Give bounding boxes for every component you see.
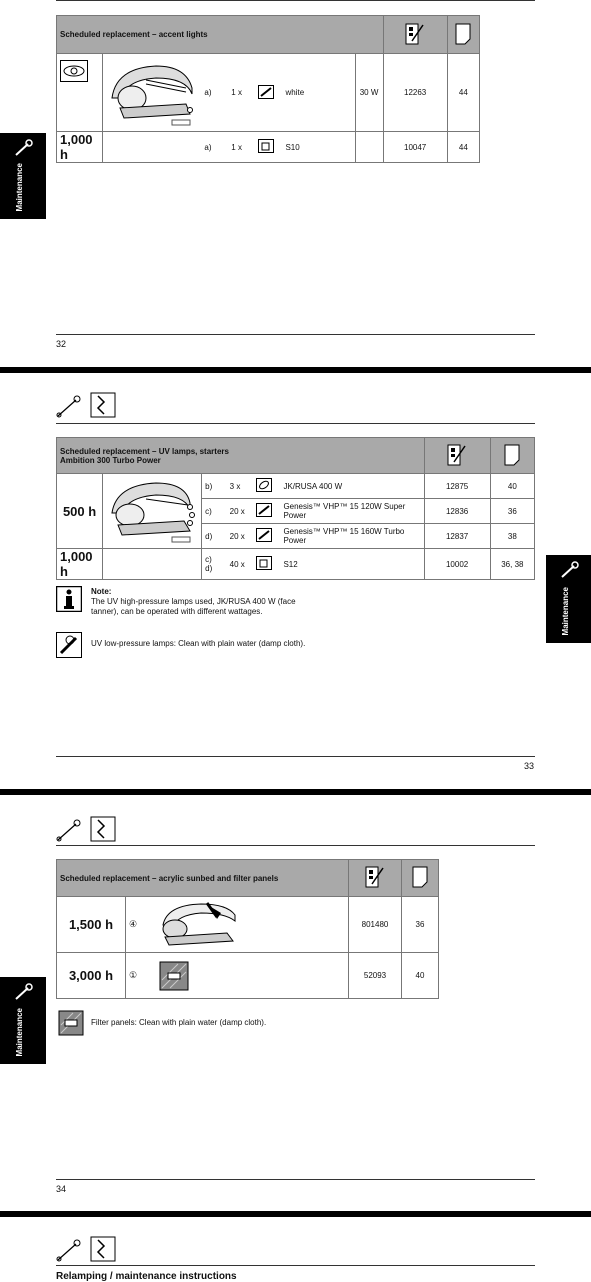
- page-ref: 36: [490, 499, 534, 524]
- eye-icon: [60, 60, 88, 82]
- interval-hours: 1,000 h: [57, 132, 103, 163]
- qty-label: 20 x: [227, 524, 253, 549]
- filter-panel-icon: [58, 1010, 84, 1041]
- wrench-icon: [560, 561, 580, 579]
- wrench-icon: [56, 1238, 82, 1262]
- page-number: 32: [56, 339, 67, 349]
- parts-list-icon: [383, 16, 447, 54]
- position-marker: ①: [129, 970, 138, 980]
- header-icons: [56, 392, 116, 423]
- qty-label: 40 x: [227, 549, 253, 580]
- qty-label: 1 x: [228, 54, 255, 132]
- note-block: [91, 587, 296, 617]
- page-ref-icon: [447, 16, 479, 54]
- acrylic-panels-table: [56, 859, 439, 999]
- clean-instruction: Filter panels: Clean with plain water (damp cloth).: [91, 1018, 267, 1027]
- footer-rule: [56, 756, 535, 757]
- note-text: tanner), can be operated with different wattages.: [91, 607, 263, 616]
- interval-hours: 1,500 h: [57, 897, 126, 953]
- page-ref: 36: [402, 897, 439, 953]
- item-label: JK/RUSA 400 W: [280, 474, 424, 499]
- clean-instruction: UV low-pressure lamps: Clean with plain water (damp cloth).: [91, 639, 306, 648]
- replace-icon: [90, 1236, 116, 1262]
- top-rule: [56, 0, 535, 1]
- wrench-icon: [14, 139, 34, 157]
- item-label: Genesis™ VHP™ 15 160W Turbo Power: [280, 524, 424, 549]
- acrylic-sunbed-illustration: [157, 901, 243, 949]
- part-number: 12263: [383, 54, 447, 132]
- filter-image-cell: [126, 953, 349, 999]
- qty-label: 1 x: [228, 132, 255, 163]
- interval-hours: 3,000 h: [57, 953, 126, 999]
- qty-label: 20 x: [227, 499, 253, 524]
- lamp-clean-icon: [56, 632, 82, 663]
- lp-lamp-icon: [253, 524, 280, 549]
- parts-list-icon: [424, 438, 490, 474]
- wattage-label: 30 W: [355, 54, 383, 132]
- page-ref-icon: [402, 860, 439, 897]
- starter-icon: [253, 549, 280, 580]
- header-rule: [56, 845, 535, 846]
- note-title: Note:: [91, 587, 112, 596]
- part-number: 801480: [349, 897, 402, 953]
- ref-label: c) d): [202, 549, 227, 580]
- sunbed-image-cell: [103, 474, 202, 549]
- starter-icon: [255, 132, 283, 163]
- part-number: 12837: [424, 524, 490, 549]
- page-ref: 38: [490, 524, 534, 549]
- replace-icon: [90, 392, 116, 418]
- note-text: The UV high-pressure lamps used, JK/RUSA 400 W (face: [91, 597, 296, 606]
- table-title: Scheduled replacement – accent lights: [57, 16, 384, 54]
- section-heading: Relamping / maintenance instructions: [56, 1271, 237, 1282]
- page-number: 33: [524, 761, 535, 771]
- page-ref: 40: [490, 474, 534, 499]
- maintenance-tab: [0, 133, 46, 219]
- ref-label: d): [202, 524, 227, 549]
- page-ref: 40: [402, 953, 439, 999]
- item-label: white: [282, 54, 355, 132]
- accent-lights-table: [56, 15, 480, 163]
- header-icons: [56, 816, 116, 847]
- header-icons: [56, 1236, 116, 1267]
- acrylic-image-cell: [126, 897, 349, 953]
- wrench-icon: [56, 818, 82, 842]
- qty-label: 3 x: [227, 474, 253, 499]
- tab-label: Maintenance: [561, 586, 570, 635]
- wrench-icon: [14, 983, 34, 1001]
- interval-hours: 500 h: [57, 474, 103, 549]
- wrench-icon: [56, 394, 82, 418]
- sunbed-illustration: [106, 477, 198, 545]
- info-icon: [56, 586, 82, 617]
- lamp-icon: [255, 54, 283, 132]
- uv-lamps-table: [56, 437, 535, 580]
- item-label: S10: [282, 132, 355, 163]
- table-title: Scheduled replacement – acrylic sunbed and filter panels: [57, 860, 349, 897]
- sunbed-illustration: [106, 58, 198, 128]
- header-rule: [56, 1265, 535, 1266]
- part-number: 10002: [424, 549, 490, 580]
- item-label: S12: [280, 549, 424, 580]
- tab-label: Maintenance: [15, 1007, 24, 1056]
- item-label: Genesis™ VHP™ 15 120W Super Power: [280, 499, 424, 524]
- part-number: 12875: [424, 474, 490, 499]
- replace-icon: [90, 816, 116, 842]
- page-separator: [0, 367, 591, 373]
- part-number: 52093: [349, 953, 402, 999]
- parts-list-icon: [349, 860, 402, 897]
- ref-label: a): [201, 54, 228, 132]
- footer-rule: [56, 1179, 535, 1180]
- page-ref-icon: [490, 438, 534, 474]
- sunbed-image-cell: [103, 54, 202, 132]
- ref-label: b): [202, 474, 227, 499]
- lp-lamp-icon: [253, 499, 280, 524]
- interval-hours: 1,000 h: [57, 549, 103, 580]
- page-ref: 44: [447, 54, 479, 132]
- ref-label: a): [201, 132, 228, 163]
- header-rule: [56, 423, 535, 424]
- filter-panel-illustration: [159, 961, 189, 991]
- position-marker: ④: [129, 919, 138, 929]
- hp-lamp-icon: [253, 474, 280, 499]
- part-number: 10047: [383, 132, 447, 163]
- footer-rule: [56, 334, 535, 335]
- maintenance-tab: [546, 555, 591, 643]
- page-ref: 44: [447, 132, 479, 163]
- page-number: 34: [56, 1184, 67, 1194]
- eye-icon-cell: [57, 54, 103, 132]
- ref-label: c): [202, 499, 227, 524]
- part-number: 12836: [424, 499, 490, 524]
- page-separator: [0, 1211, 591, 1217]
- tab-label: Maintenance: [15, 162, 24, 211]
- page-separator: [0, 789, 591, 795]
- table-title: Scheduled replacement – UV lamps, starters Ambition 300 Turbo Power: [57, 438, 425, 474]
- maintenance-tab: [0, 977, 46, 1064]
- page-ref: 36, 38: [490, 549, 534, 580]
